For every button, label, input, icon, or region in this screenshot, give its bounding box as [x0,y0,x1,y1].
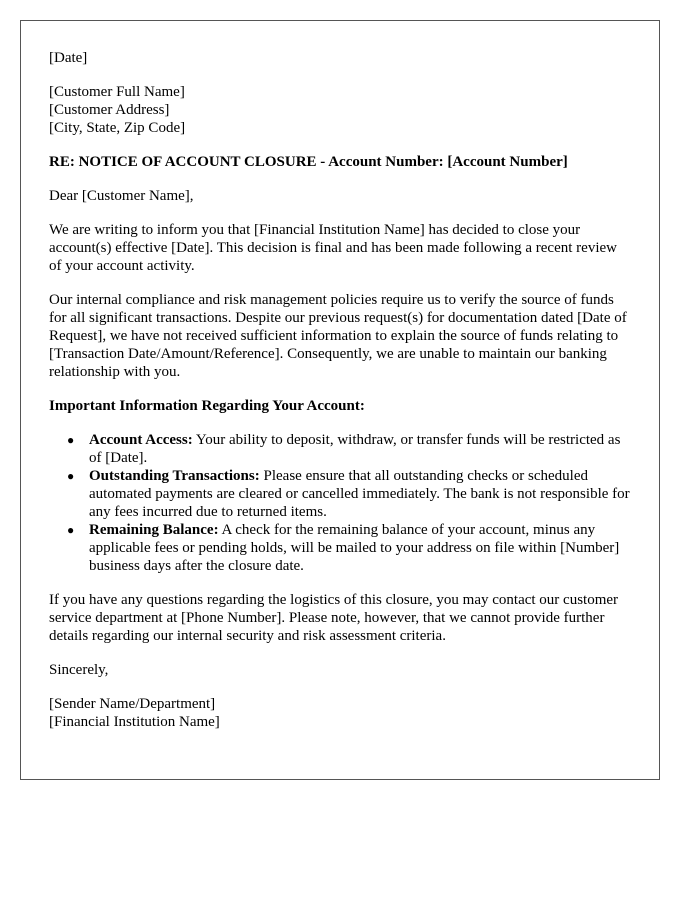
list-item-remaining-balance [67,521,631,575]
item-text: Your ability to deposit, withdraw, or transfer funds will be restricted as of [Date]. [89,432,621,466]
institution-name: [Financial Institution Name] [49,714,220,730]
recipient-city-state-zip: [City, State, Zip Code] [49,120,186,136]
bullet-icon: ● [67,433,75,447]
item-term: Outstanding Transactions: [89,468,260,484]
recipient-street: [Customer Address] [49,102,170,118]
list-item-outstanding-transactions [67,467,631,521]
item-text: Please ensure that all outstanding checks or scheduled automated payments are cleared or cancelled immediately. The bank is not responsible for any fees incurred due to returned items. [89,468,630,520]
recipient-address [49,83,631,137]
item-term: Account Access: [89,432,193,448]
item-term: Remaining Balance: [89,522,219,538]
body-paragraph-1: We are writing to inform you that [Financial Institution Name] has decided to close your account(s) effective [Date]. This decision is final and has been made following a recent review of your account activity. [49,222,617,274]
letter-page [20,20,660,780]
recipient-name: [Customer Full Name] [49,84,185,100]
valediction: Sincerely, [49,662,109,678]
subject-line: RE: NOTICE OF ACCOUNT CLOSURE - Account Number: [Account Number] [49,154,568,170]
sender-name: [Sender Name/Department] [49,696,216,712]
bullet-icon: ● [67,469,75,483]
body-paragraph-2: Our internal compliance and risk management policies require us to verify the source of funds for all significant transactions. Despite our previous request(s) for documentation dated [Date of Request], we have not received sufficient information to explain the source of funds relating to [Transaction Date/Amount/Reference]. Consequently, we are unable to maintain our banking relationship with you. [49,292,627,380]
bullet-icon: ● [67,523,75,537]
list-item-account-access [67,431,631,467]
important-info-heading: Important Information Regarding Your Account: [49,398,365,414]
closing-paragraph: If you have any questions regarding the logistics of this closure, you may contact our customer service department at [Phone Number]. Please note, however, that we cannot provide further details regarding our internal security and risk assessment criteria. [49,592,619,644]
salutation: Dear [Customer Name], [49,188,194,204]
item-text: A check for the remaining balance of your account, minus any applicable fees or pending holds, will be mailed to your address on file within [Number] business days after the closure date. [89,522,620,574]
date-line: [Date] [49,50,88,66]
important-info-list [49,431,631,575]
signature-block [49,695,631,731]
letter-date [49,49,631,67]
